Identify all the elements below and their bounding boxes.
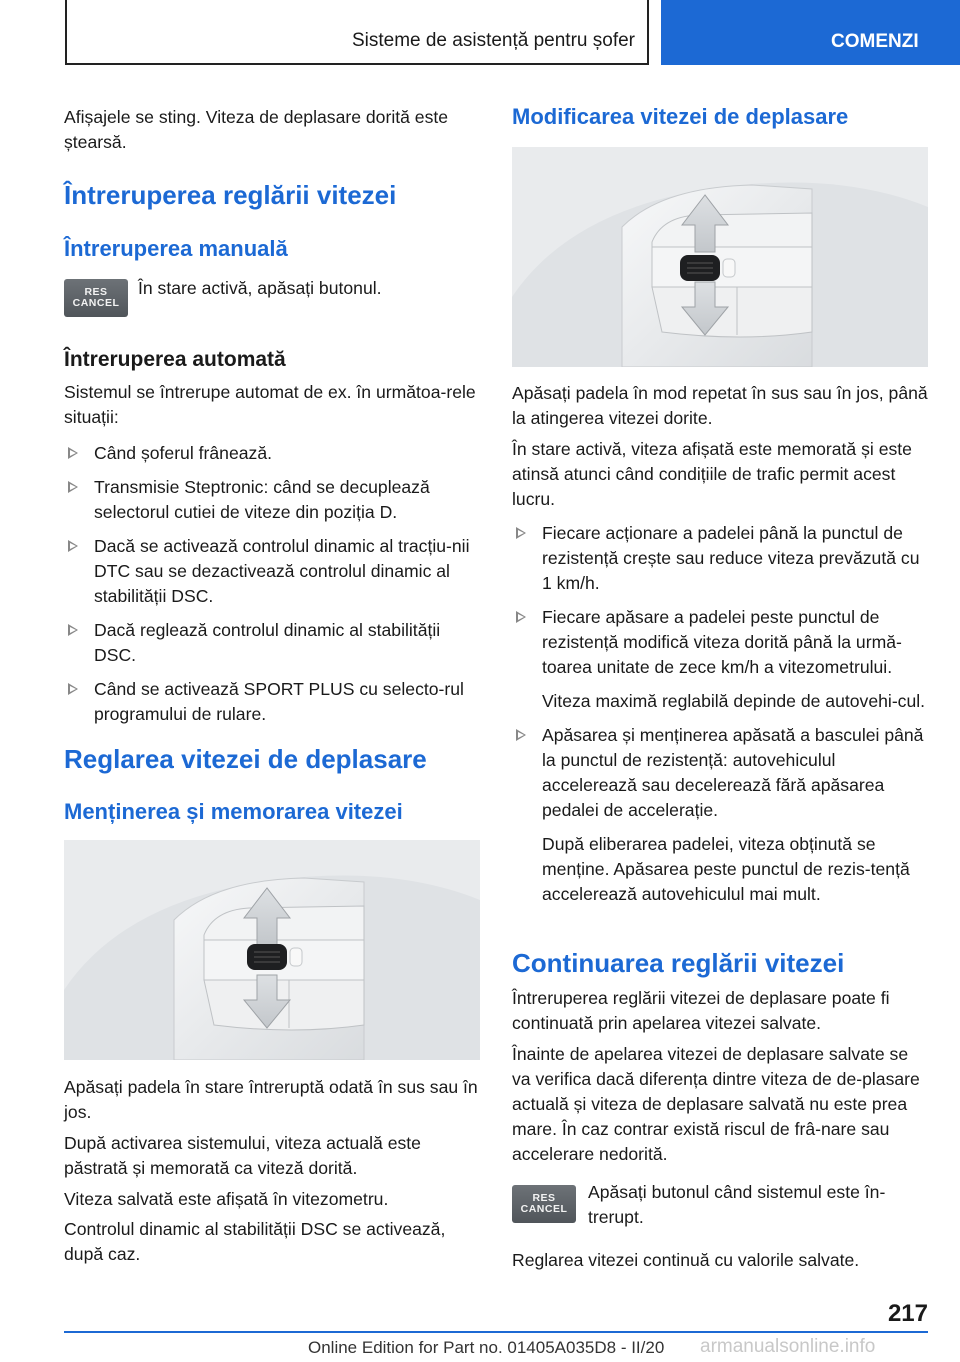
bullet-triangle-icon	[68, 540, 78, 552]
list-item: Fiecare apăsare a padelei peste punctul de rezistență modifică viteza dorită până la urmă-toarea unitate de zece km/h a vitezometrului. Viteza maximă reglabilă depinde de autovehi-cul.	[512, 605, 928, 714]
hold-text-2: După activarea sistemului, viteza actuală este păstrată și memorată ca viteză dorită.	[64, 1133, 421, 1178]
change-list	[512, 521, 928, 907]
list-item: Fiecare acționare a padelei până la punctul de rezistență crește sau reduce viteza prevăzută cu 1 km/h.	[512, 521, 928, 596]
bullet-triangle-icon	[68, 481, 78, 493]
bullet-triangle-icon	[516, 611, 526, 623]
bullet-triangle-icon	[68, 624, 78, 636]
auto-list	[64, 441, 480, 727]
manual-text: În stare activă, apăsați butonul.	[138, 278, 382, 298]
hold-text-1: Apăsați padela în stare întreruptă odată în sus sau în jos.	[64, 1077, 478, 1122]
bullet-triangle-icon	[516, 729, 526, 741]
steering-wheel-paddle-illustration	[512, 147, 928, 367]
page-number: 217	[887, 1300, 928, 1327]
continue-text-2: Înainte de apelarea vitezei de deplasare salvate se va verifica dacă diferența dintre viteza de de-plasare actuală și viteza de deplasare salvată nu este prea mare. În caz contrar există riscul de frâ-nare sau accelerare nedorită.	[512, 1044, 920, 1164]
bullet-triangle-icon	[516, 527, 526, 539]
list-item: Apăsarea și menținerea apăsată a basculei până la punctul de rezistență: autovehiculul accelerează sau decelerează fără apăsarea pedalei de accelerație. După eliberarea padelei, viteza obținută se menține. Apăsarea peste punctul de rezis-tență accelerează autovehiculul mai mult.	[512, 723, 928, 907]
hold-text-3: Viteza salvată este afișată în vitezometru.	[64, 1189, 389, 1209]
list-item: Când se activează SPORT PLUS cu selecto-rul programului de rulare.	[64, 677, 480, 727]
change-text-2: În stare activă, viteza afișată este memorată și este atinsă atunci când condițiile de trafic permit acest lucru.	[512, 439, 912, 509]
list-item: Transmisie Steptronic: când se decuplează selectorul cutiei de viteze din poziția D.	[64, 475, 480, 525]
heading-change-speed: Modificarea vitezei de deplasare	[512, 104, 849, 129]
hold-text-4: Controlul dinamic al stabilității DSC se activează, după caz.	[64, 1219, 446, 1264]
heading-manual: Întreruperea manuală	[64, 236, 288, 261]
list-item: Când șoferul frânează.	[64, 441, 480, 466]
res-cancel-button-icon: RES CANCEL	[512, 1185, 576, 1223]
header-box	[65, 0, 649, 65]
heading-interrupt: Întreruperea reglării vitezei	[64, 180, 397, 210]
steering-wheel-paddle-illustration	[64, 840, 480, 1060]
heading-continue: Continuarea reglării vitezei	[512, 948, 845, 978]
auto-text: Sistemul se întrerupe automat de ex. în următoa-rele situații:	[64, 382, 476, 427]
heading-auto: Întreruperea automată	[64, 348, 286, 371]
continue-text-3: Apăsați butonul când sistemul este în-trerupt.	[588, 1182, 886, 1227]
change-text-1: Apăsați padela în mod repetat în sus sau în jos, până la atingerea vitezei dorite.	[512, 383, 928, 428]
bullet-triangle-icon	[68, 447, 78, 459]
bullet-triangle-icon	[68, 683, 78, 695]
list-item-note: Viteza maximă reglabilă depinde de autovehi-cul.	[542, 691, 926, 711]
intro-text: Afișajele se sting. Viteza de deplasare dorită este ștearsă.	[64, 107, 449, 152]
res-cancel-button-icon: RES CANCEL	[64, 279, 128, 317]
list-item: Dacă reglează controlul dinamic al stabilității DSC.	[64, 618, 480, 668]
continue-text-1: Întreruperea reglării vitezei de deplasare poate fi continuată prin apelarea vitezei salvate.	[512, 988, 890, 1033]
list-item: Dacă se activează controlul dinamic al tracțiu-nii DTC sau se dezactivează controlul dinamic al stabilității DSC.	[64, 534, 480, 609]
section-title: Sisteme de asistență pentru șofer	[351, 30, 635, 51]
footer-divider	[64, 1331, 928, 1333]
continue-text-4: Reglarea vitezei continuă cu valorile salvate.	[512, 1250, 860, 1270]
chapter-tab-label: COMENZI	[831, 31, 919, 52]
chapter-tab[interactable]	[661, 0, 960, 65]
list-item-note: După eliberarea padelei, viteza obținută se menține. Apăsarea peste punctul de rezis-tență accelerează autovehiculul mai mult.	[542, 834, 910, 904]
footer-edition: Online Edition for Part no. 01405A035D8 - II/20	[308, 1338, 665, 1357]
heading-hold-speed: Menținerea și memorarea vitezei	[64, 799, 403, 824]
heading-set-speed: Reglarea vitezei de deplasare	[64, 744, 427, 774]
footer-watermark: armanualsonline.info	[700, 1336, 876, 1357]
